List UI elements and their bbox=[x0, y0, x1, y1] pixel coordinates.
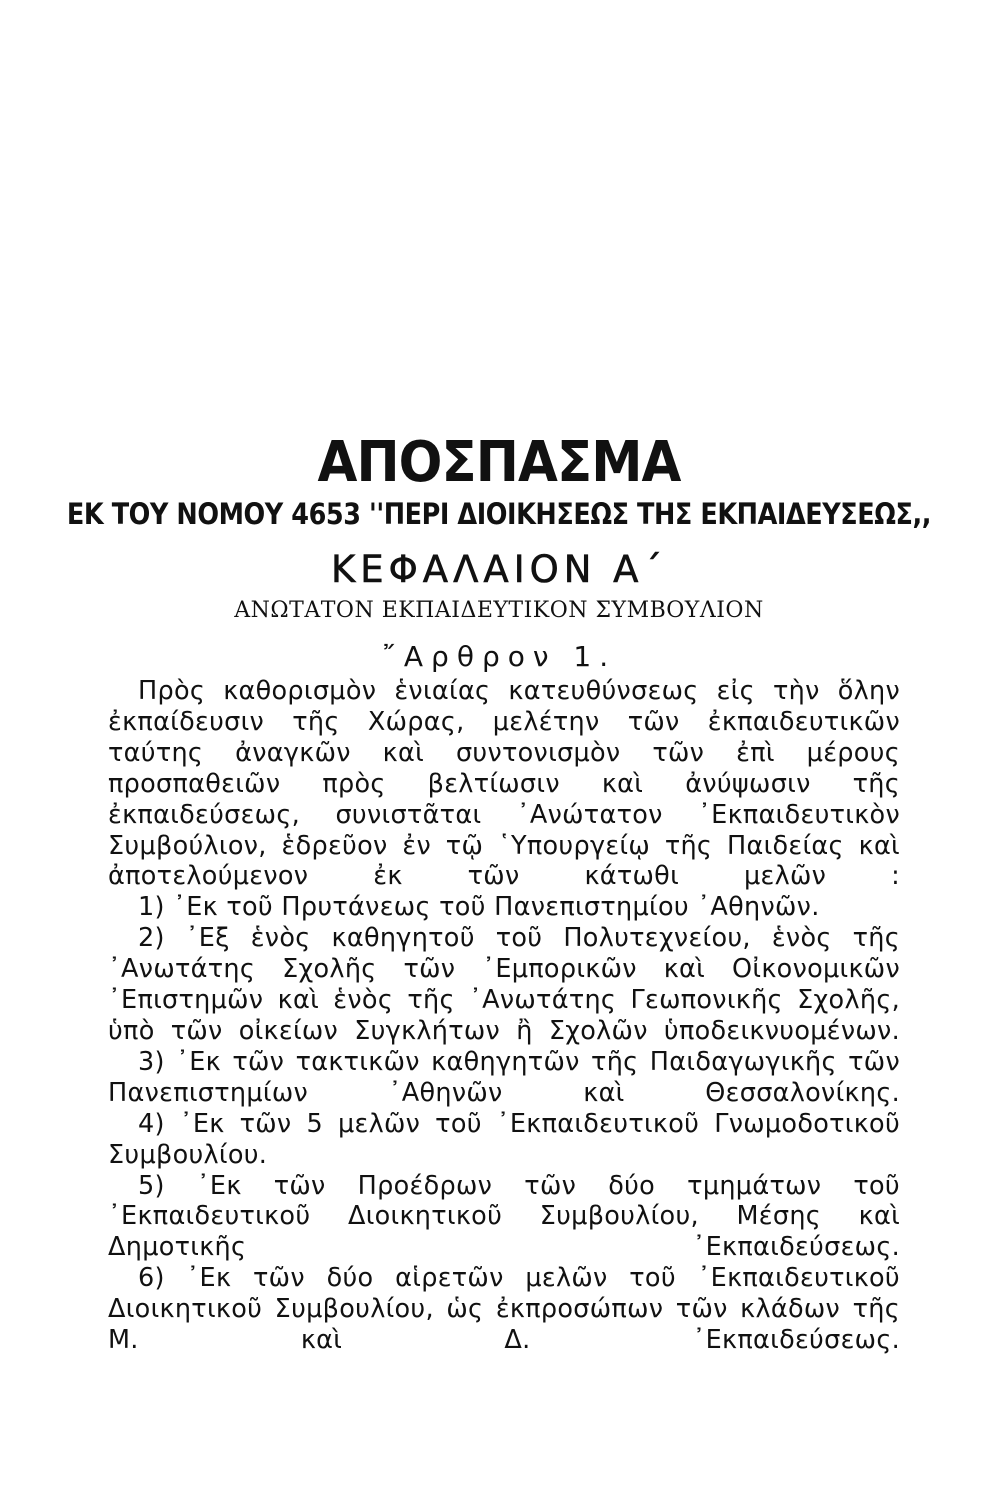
list-item: 5) ᾿Εκ τῶν Προέδρων τῶν δύο τμημάτων τοῦ ᾿Εκπαιδευτικοῦ Διοικητικοῦ Συμβουλίου, Μέσης καὶ Δημοτικῆς ᾿Εκπαιδεύσεως. bbox=[108, 1170, 900, 1263]
list-item: 1) ᾿Εκ τοῦ Πρυτάνεως τοῦ Πανεπιστημίου ᾿Αθηνῶν. bbox=[138, 892, 820, 923]
list-item: 3) ᾿Εκ τῶν τακτικῶν καθηγητῶν τῆς Παιδαγωγικῆς τῶν Πανεπιστημίων ᾿Αθηνῶν καὶ Θεσσαλονίκης. bbox=[108, 1046, 900, 1108]
article-body bbox=[108, 676, 900, 1356]
section-heading: ΑΝΩΤΑΤΟΝ ΕΚΠΑΙΔΕΥΤΙΚΟΝ ΣΥΜΒΟΥΛΙΟΝ bbox=[234, 598, 764, 623]
list-item: 4) ᾿Εκ τῶν 5 μελῶν τοῦ ᾿Εκπαιδευτικοῦ Γνωμοδοτικοῦ Συμβουλίου. bbox=[108, 1108, 900, 1170]
intro-paragraph: Πρὸς καθορισμὸν ἑνιαίας κατευθύνσεως εἰς τὴν ὅλην ἐκπαίδευσιν τῆς Χώρας, μελέτην τῶν ἐκπαιδευτικῶν ταύτης ἀναγκῶν καὶ συντονισμὸν τῶν ἐπὶ μέρους προσπαθειῶν πρὸς βελτίωσιν καὶ ἀνύψωσιν τῆς ἐκπαιδεύσεως, συνιστᾶται ᾿Ανώτατον ᾿Εκπαιδευτικὸν Συμβούλιον, ἑδρεῦον ἐν τῷ ῾Υπουργείῳ τῆς Παιδείας καὶ ἀποτελούμενον ἐκ τῶν κάτωθι μελῶν : bbox=[108, 676, 900, 892]
chapter-heading: ΚΕΦΑΛΑΙΟΝ Α΄ bbox=[331, 548, 667, 591]
list-item: 6) ᾿Εκ τῶν δύο αἱρετῶν μελῶν τοῦ ᾿Εκπαιδευτικοῦ Διοικητικοῦ Συμβουλίου, ὡς ἐκπροσώπων τῶν κλάδων τῆς Μ. καὶ Δ. ᾿Εκπαιδεύσεως. bbox=[108, 1263, 900, 1356]
document-title: ΑΠΟΣΠΑΣΜΑ bbox=[317, 430, 681, 495]
article-heading: ῎Αρθρον 1. bbox=[381, 640, 617, 673]
law-reference: ΕΚ ΤΟΥ ΝΟΜΟΥ 4653 ''ΠΕΡΙ ΔΙΟΙΚΗΣΕΩΣ ΤΗΣ ΕΚΠΑΙΔΕΥΣΕΩΣ,, bbox=[66, 497, 932, 531]
list-item: 2) ᾿Εξ ἑνὸς καθηγητοῦ τοῦ Πολυτεχνείου, ἑνὸς τῆς ᾿Ανωτάτης Σχολῆς τῶν ᾿Εμπορικῶν καὶ Οἰκονομικῶν ᾿Επιστημῶν καὶ ἑνὸς τῆς ᾿Ανωτάτης Γεωπονικῆς Σχολῆς, ὑπὸ τῶν οἰκείων Συγκλήτων ἢ Σχολῶν ὑποδεικνυομένων. bbox=[108, 923, 900, 1046]
